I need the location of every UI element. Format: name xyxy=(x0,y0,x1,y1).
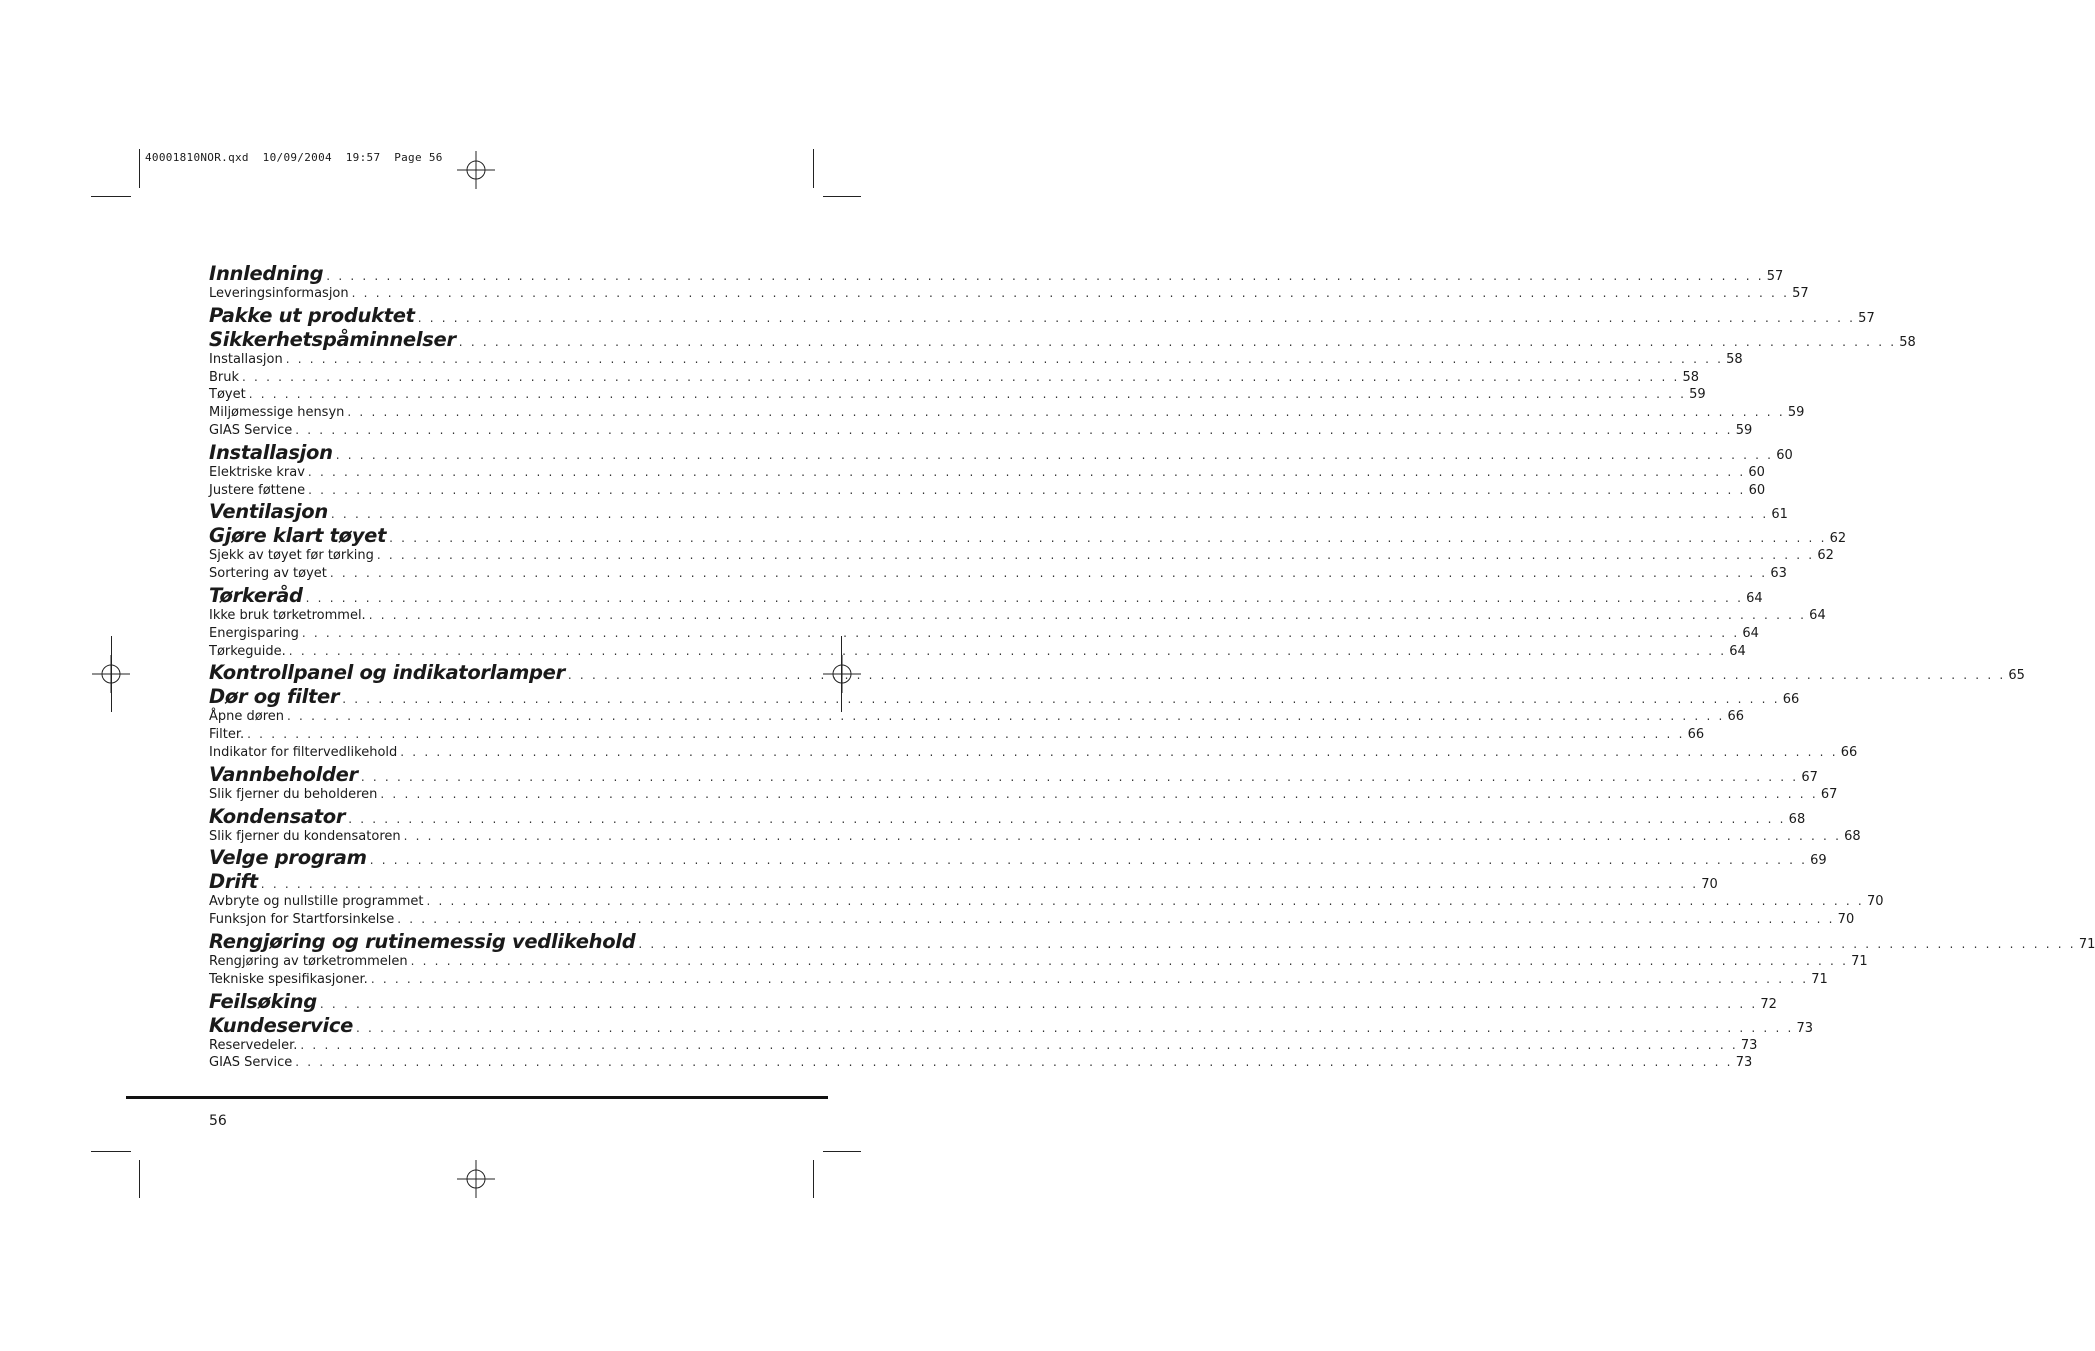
toc-title: Velge program xyxy=(209,846,367,870)
toc-subentry[interactable] xyxy=(209,607,1826,626)
crop-mark xyxy=(813,1160,814,1198)
crop-mark xyxy=(139,1160,140,1198)
toc-title: Filter. xyxy=(209,727,245,743)
toc-title: Drift xyxy=(209,870,258,894)
crop-mark xyxy=(111,636,112,712)
dot-leader: . . . . . . . . . . . . . . . . . . . . . . . . . . . . . . . . . . . . . . . . . . . . . . . . . . . . . . . . . . . . . . . . . . . . . . . . . . . . . . . . . . . . . . . . . . . . . . . . . . . . . . . . . . . . . . . . . . . . . . . . xyxy=(403,828,1842,843)
toc-page-number: 73 xyxy=(1796,1020,1814,1036)
toc-subentry[interactable] xyxy=(209,369,1700,388)
toc-title: Feilsøking xyxy=(209,989,317,1013)
dot-leader: . . . . . . . . . . . . . . . . . . . . . . . . . . . . . . . . . . . . . . . . . . . . . . . . . . . . . . . . . . . . . . . . . . . . . . . . . . . . . . . . . . . . . . . . . . . . . . . . . . . . . . . . . . . . . . . . . . . . . . . . xyxy=(285,351,1724,366)
toc-page-number: 68 xyxy=(1844,828,1861,844)
dot-leader: . . . . . . . . . . . . . . . . . . . . . . . . . . . . . . . . . . . . . . . . . . . . . . . . . . . . . . . . . . . . . . . . . . . . . . . . . . . . . . . . . . . . . . . . . . . . . . . . . . . . . . . . . . . . . . . . . . . . . . . . xyxy=(319,996,1758,1011)
dot-leader: . . . . . . . . . . . . . . . . . . . . . . . . . . . . . . . . . . . . . . . . . . . . . . . . . . . . . . . . . . . . . . . . . . . . . . . . . . . . . . . . . . . . . . . . . . . . . . . . . . . . . . . . . . . . . . . . . . . . . . . . xyxy=(242,369,1680,384)
toc-page-number: 58 xyxy=(1682,369,1700,385)
toc-title: Tekniske spesifikasjoner. xyxy=(209,971,368,987)
toc-subentry[interactable] xyxy=(209,548,1834,566)
table-of-contents xyxy=(209,262,2095,1073)
dot-leader: . . . . . . . . . . . . . . . . . . . . . . . . . . . . . . . . . . . . . . . . . . . . . . . . . . . . . . . . . . . . . . . . . . . . . . . . . . . . . . . . . . . . . . . . . . . . . . . . . . . . . . . . . . . . . . . . . . . . . . . . xyxy=(376,548,1815,563)
toc-title: Tørkeguide. xyxy=(209,643,286,659)
dot-leader: . . . . . . . . . . . . . . . . . . . . . . . . . . . . . . . . . . . . . . . . . . . . . . . . . . . . . . . . . . . . . . . . . . . . . . . . . . . . . . . . . . . . . . . . . . . . . . . . . . . . . . . . . . . . . . . . . . . . . . . . xyxy=(400,744,1838,759)
toc-page-number: 64 xyxy=(1729,643,1746,659)
toc-page-number: 70 xyxy=(1866,894,1884,910)
dot-leader: . . . . . . . . . . . . . . . . . . . . . . . . . . . . . . . . . . . . . . . . . . . . . . . . . . . . . . . . . . . . . . . . . . . . . . . . . . . . . . . . . . . . . . . . . . . . . . . . . . . . . . . . . . . . . . . . . . . . . . . . xyxy=(342,692,1780,707)
toc-page-number: 71 xyxy=(1811,971,1828,987)
dot-leader: . . . . . . . . . . . . . . . . . . . . . . . . . . . . . . . . . . . . . . . . . . . . . . . . . . . . . . . . . . . . . . . . . . . . . . . . . . . . . . . . . . . . . . . . . . . . . . . . . . . . . . . . . . . . . . . . . . . . . . . . xyxy=(410,953,1849,968)
crop-mark xyxy=(813,149,814,188)
toc-page-number: 64 xyxy=(1746,590,1763,606)
toc-page-number: 70 xyxy=(1701,877,1718,893)
dot-leader: . . . . . . . . . . . . . . . . . . . . . . . . . . . . . . . . . . . . . . . . . . . . . . . . . . . . . . . . . . . . . . . . . . . . . . . . . . . . . . . . . . . . . . . . . . . . . . . . . . . . . . . . . . . . . . . . . . . . . . . . xyxy=(369,853,1808,868)
toc-heading[interactable] xyxy=(209,762,1818,787)
toc-heading[interactable] xyxy=(209,303,1875,328)
toc-title: Bruk xyxy=(209,369,240,385)
toc-page-number: 57 xyxy=(1766,269,1784,284)
toc-page-number: 57 xyxy=(1858,310,1875,326)
toc-subentry[interactable] xyxy=(209,894,1884,912)
toc-title: Sjekk av tøyet før tørking xyxy=(209,548,374,564)
toc-title: Energisparing xyxy=(209,625,299,641)
dot-leader: . . . . . . . . . . . . . . . . . . . . . . . . . . . . . . . . . . . . . . . . . . . . . . . . . . . . . . . . . . . . . . . . . . . . . . . . . . . . . . . . . . . . . . . . . . . . . . . . . . . . . . . . . . . . . . . . . . . . . . . . xyxy=(356,1020,1794,1035)
toc-subentry[interactable] xyxy=(209,744,1858,763)
toc-title: Indikator for filtervedlikehold xyxy=(209,744,398,760)
dot-leader: . . . . . . . . . . . . . . . . . . . . . . . . . . . . . . . . . . . . . . . . . . . . . . . . . . . . . . . . . . . . . . . . . . . . . . . . . . . . . . . . . . . . . . . . . . . . . . . . . . . . . . . . . . . . . . . . . . . . . . . . xyxy=(295,422,1733,437)
toc-page-number: 60 xyxy=(1748,464,1765,480)
toc-title: Justere føttene xyxy=(209,482,306,498)
toc-page-number: 57 xyxy=(1792,286,1809,301)
toc-title: Kondensator xyxy=(209,804,346,828)
toc-page-number: 70 xyxy=(1837,912,1855,928)
toc-subentry[interactable] xyxy=(209,387,1706,405)
toc-title: Reservedeler. xyxy=(209,1037,298,1053)
toc-page-number: 71 xyxy=(2078,936,2095,952)
crop-mark xyxy=(823,1151,861,1152)
toc-page-number: 73 xyxy=(1735,1055,1753,1071)
toc-title: Gjøre klart tøyet xyxy=(209,524,387,548)
toc-page-number: 71 xyxy=(1851,953,1868,969)
toc-subentry[interactable] xyxy=(209,625,1759,644)
toc-page-number: 65 xyxy=(2008,668,2025,684)
toc-heading[interactable] xyxy=(209,804,1806,829)
dot-leader: . . . . . . . . . . . . . . . . . . . . . . . . . . . . . . . . . . . . . . . . . . . . . . . . . . . . . . . . . . . . . . . . . . . . . . . . . . . . . . . . . . . . . . . . . . . . . . . . . . . . . . . . . . . . . . . . . . . . . . . . xyxy=(288,643,1727,658)
dot-leader: . . . . . . . . . . . . . . . . . . . . . . . . . . . . . . . . . . . . . . . . . . . . . . . . . . . . . . . . . . . . . . . . . . . . . . . . . . . . . . . . . . . . . . . . . . . . . . . . . . . . . . . . . . . . . . . . . . . . . . . . xyxy=(326,269,1764,283)
toc-title: Sikkerhetspåminnelser xyxy=(209,327,456,351)
dot-leader: . . . . . . . . . . . . . . . . . . . . . . . . . . . . . . . . . . . . . . . . . . . . . . . . . . . . . . . . . . . . . . . . . . . . . . . . . . . . . . . . . . . . . . . . . . . . . . . . . . . . . . . . . . . . . . . . . . . . . . . . xyxy=(397,912,1835,927)
toc-title: Kundeservice xyxy=(209,1013,354,1037)
toc-title: Elektriske krav xyxy=(209,464,305,480)
dot-leader: . . . . . . . . . . . . . . . . . . . . . . . . . . . . . . . . . . . . . . . . . . . . . . . . . . . . . . . . . . . . . . . . . . . . . . . . . . . . . . . . . . . . . . . . . . . . . . . . . . . . . . . . . . . . . . . . . . . . . . . . xyxy=(248,387,1687,402)
dot-leader: . . . . . . . . . . . . . . . . . . . . . . . . . . . . . . . . . . . . . . . . . . . . . . . . . . . . . . . . . . . . . . . . . . . . . . . . . . . . . . . . . . . . . . . . . . . . . . . . . . . . . . . . . . . . . . . . . . . . . . . . xyxy=(295,1055,1733,1070)
dot-leader: . . . . . . . . . . . . . . . . . . . . . . . . . . . . . . . . . . . . . . . . . . . . . . . . . . . . . . . . . . . . . . . . . . . . . . . . . . . . . . . . . . . . . . . . . . . . . . . . . . . . . . . . . . . . . . . . . . . . . . . . xyxy=(329,566,1768,581)
toc-heading[interactable] xyxy=(209,685,1800,709)
toc-page-number: 73 xyxy=(1740,1037,1758,1053)
toc-page-number: 58 xyxy=(1726,351,1743,367)
toc-subentry[interactable] xyxy=(209,1037,1758,1056)
dot-leader: . . . . . . . . . . . . . . . . . . . . . . . . . . . . . . . . . . . . . . . . . . . . . . . . . . . . . . . . . . . . . . . . . . . . . . . . . . . . . . . . . . . . . . . . . . . . . . . . . . . . . . . . . . . . . . . . . . . . . . . . xyxy=(351,286,1790,300)
toc-page-number: 66 xyxy=(1782,692,1800,708)
toc-title: Leveringsinformasjon xyxy=(209,286,349,301)
toc-title: Tøyet xyxy=(209,387,246,403)
dot-leader: . . . . . . . . . . . . . . . . . . . . . . . . . . . . . . . . . . . . . . . . . . . . . . . . . . . . . . . . . . . . . . . . . . . . . . . . . . . . . . . . . . . . . . . . . . . . . . . . . . . . . . . . . . . . . . . . . . . . . . . . xyxy=(389,531,1827,546)
toc-title: Installasjon xyxy=(209,440,333,464)
dot-leader: . . . . . . . . . . . . . . . . . . . . . . . . . . . . . . . . . . . . . . . . . . . . . . . . . . . . . . . . . . . . . . . . . . . . . . . . . . . . . . . . . . . . . . . . . . . . . . . . . . . . . . . . . . . . . . . . . . . . . . . . xyxy=(300,1037,1738,1052)
toc-title: Slik fjerner du kondensatoren xyxy=(209,828,401,844)
toc-title: Miljømessige hensyn xyxy=(209,405,345,421)
toc-page-number: 63 xyxy=(1770,566,1787,582)
registration-mark xyxy=(457,1160,495,1198)
toc-page-number: 67 xyxy=(1820,786,1838,802)
toc-page-number: 59 xyxy=(1735,422,1753,438)
toc-subentry[interactable] xyxy=(209,422,1753,441)
dot-leader: . . . . . . . . . . . . . . . . . . . . . . . . . . . . . . . . . . . . . . . . . . . . . . . . . . . . . . . . . . . . . . . . . . . . . . . . . . . . . . . . . . . . . . . . . . . . . . . . . . . . . . . . . . . . . . . . . . . . . . . . xyxy=(567,668,2006,683)
toc-page-number: 58 xyxy=(1899,334,1916,350)
dot-leader: . . . . . . . . . . . . . . . . . . . . . . . . . . . . . . . . . . . . . . . . . . . . . . . . . . . . . . . . . . . . . . . . . . . . . . . . . . . . . . . . . . . . . . . . . . . . . . . . . . . . . . . . . . . . . . . . . . . . . . . . xyxy=(335,447,1774,462)
toc-subentry[interactable] xyxy=(209,286,1809,304)
toc-heading[interactable] xyxy=(209,500,1788,524)
toc-page-number: 67 xyxy=(1801,769,1818,785)
toc-subentry[interactable] xyxy=(209,786,1838,805)
toc-heading[interactable] xyxy=(209,661,2025,685)
toc-subentry[interactable] xyxy=(209,482,1766,501)
dot-leader: . . . . . . . . . . . . . . . . . . . . . . . . . . . . . . . . . . . . . . . . . . . . . . . . . . . . . . . . . . . . . . . . . . . . . . . . . . . . . . . . . . . . . . . . . . . . . . . . . . . . . . . . . . . . . . . . . . . . . . . . xyxy=(368,607,1807,622)
toc-page-number: 59 xyxy=(1787,405,1805,421)
dot-leader: . . . . . . . . . . . . . . . . . . . . . . . . . . . . . . . . . . . . . . . . . . . . . . . . . . . . . . . . . . . . . . . . . . . . . . . . . . . . . . . . . . . . . . . . . . . . . . . . . . . . . . . . . . . . . . . . . . . . . . . . xyxy=(260,877,1699,892)
toc-subentry[interactable] xyxy=(209,405,1805,423)
toc-heading[interactable] xyxy=(209,327,1916,352)
toc-page-number: 61 xyxy=(1771,507,1788,523)
toc-subentry[interactable] xyxy=(209,727,1705,745)
toc-page-number: 66 xyxy=(1687,727,1705,743)
toc-heading[interactable] xyxy=(209,262,1784,286)
toc-subentry[interactable] xyxy=(209,953,1868,972)
footer-rule xyxy=(126,1096,828,1099)
toc-page-number: 66 xyxy=(1840,744,1858,760)
toc-heading[interactable] xyxy=(209,989,1777,1014)
toc-subentry[interactable] xyxy=(209,971,1828,990)
dot-leader: . . . . . . . . . . . . . . . . . . . . . . . . . . . . . . . . . . . . . . . . . . . . . . . . . . . . . . . . . . . . . . . . . . . . . . . . . . . . . . . . . . . . . . . . . . . . . . . . . . . . . . . . . . . . . . . . . . . . . . . . xyxy=(458,334,1897,349)
dot-leader: . . . . . . . . . . . . . . . . . . . . . . . . . . . . . . . . . . . . . . . . . . . . . . . . . . . . . . . . . . . . . . . . . . . . . . . . . . . . . . . . . . . . . . . . . . . . . . . . . . . . . . . . . . . . . . . . . . . . . . . . xyxy=(417,310,1856,325)
toc-heading[interactable] xyxy=(209,583,1763,608)
toc-page-number: 62 xyxy=(1817,548,1834,564)
dot-leader: . . . . . . . . . . . . . . . . . . . . . . . . . . . . . . . . . . . . . . . . . . . . . . . . . . . . . . . . . . . . . . . . . . . . . . . . . . . . . . . . . . . . . . . . . . . . . . . . . . . . . . . . . . . . . . . . . . . . . . . . xyxy=(426,894,1864,909)
file-slug: 40001810NOR.qxd 10/09/2004 19:57 Page 56 xyxy=(145,151,443,164)
toc-heading[interactable] xyxy=(209,846,1827,870)
toc-title: Pakke ut produktet xyxy=(209,303,415,327)
toc-title: Ventilasjon xyxy=(209,500,328,524)
toc-title: Installasjon xyxy=(209,351,283,367)
toc-title: Kontrollpanel og indikatorlamper xyxy=(209,661,565,685)
dot-leader: . . . . . . . . . . . . . . . . . . . . . . . . . . . . . . . . . . . . . . . . . . . . . . . . . . . . . . . . . . . . . . . . . . . . . . . . . . . . . . . . . . . . . . . . . . . . . . . . . . . . . . . . . . . . . . . . . . . . . . . . xyxy=(347,405,1785,420)
toc-title: GIAS Service xyxy=(209,1055,293,1071)
registration-mark xyxy=(457,151,495,189)
toc-title: Rengjøring av tørketrommelen xyxy=(209,953,408,969)
toc-page-number: 66 xyxy=(1727,709,1745,725)
dot-leader: . . . . . . . . . . . . . . . . . . . . . . . . . . . . . . . . . . . . . . . . . . . . . . . . . . . . . . . . . . . . . . . . . . . . . . . . . . . . . . . . . . . . . . . . . . . . . . . . . . . . . . . . . . . . . . . . . . . . . . . . xyxy=(301,625,1740,640)
dot-leader: . . . . . . . . . . . . . . . . . . . . . . . . . . . . . . . . . . . . . . . . . . . . . . . . . . . . . . . . . . . . . . . . . . . . . . . . . . . . . . . . . . . . . . . . . . . . . . . . . . . . . . . . . . . . . . . . . . . . . . . . xyxy=(370,971,1809,986)
toc-heading[interactable] xyxy=(209,1013,1814,1038)
toc-title: Slik fjerner du beholderen xyxy=(209,786,378,802)
dot-leader: . . . . . . . . . . . . . . . . . . . . . . . . . . . . . . . . . . . . . . . . . . . . . . . . . . . . . . . . . . . . . . . . . . . . . . . . . . . . . . . . . . . . . . . . . . . . . . . . . . . . . . . . . . . . . . . . . . . . . . . . xyxy=(348,811,1786,826)
dot-leader: . . . . . . . . . . . . . . . . . . . . . . . . . . . . . . . . . . . . . . . . . . . . . . . . . . . . . . . . . . . . . . . . . . . . . . . . . . . . . . . . . . . . . . . . . . . . . . . . . . . . . . . . . . . . . . . . . . . . . . . . xyxy=(287,709,1725,724)
toc-title: Åpne døren xyxy=(209,709,285,725)
toc-title: Vannbeholder xyxy=(209,762,358,786)
toc-page-number: 68 xyxy=(1788,811,1806,827)
toc-heading[interactable] xyxy=(209,440,1793,465)
toc-subentry[interactable] xyxy=(209,1055,1753,1073)
dot-leader: . . . . . . . . . . . . . . . . . . . . . . . . . . . . . . . . . . . . . . . . . . . . . . . . . . . . . . . . . . . . . . . . . . . . . . . . . . . . . . . . . . . . . . . . . . . . . . . . . . . . . . . . . . . . . . . . . . . . . . . . xyxy=(247,727,1685,742)
toc-page-number: 60 xyxy=(1748,482,1766,498)
toc-title: Innledning xyxy=(209,262,324,285)
crop-mark xyxy=(823,196,861,197)
toc-title: Rengjøring og rutinemessig vedlikehold xyxy=(209,929,636,953)
toc-subentry[interactable] xyxy=(209,464,1765,483)
toc-subentry[interactable] xyxy=(209,643,1746,662)
dot-leader: . . . . . . . . . . . . . . . . . . . . . . . . . . . . . . . . . . . . . . . . . . . . . . . . . . . . . . . . . . . . . . . . . . . . . . . . . . . . . . . . . . . . . . . . . . . . . . . . . . . . . . . . . . . . . . . . . . . . . . . . xyxy=(330,507,1769,522)
crop-mark xyxy=(91,196,131,197)
toc-subentry[interactable] xyxy=(209,566,1787,584)
toc-page-number: 64 xyxy=(1742,625,1759,641)
toc-subentry[interactable] xyxy=(209,351,1743,370)
page-number: 56 xyxy=(209,1113,227,1129)
toc-page-number: 64 xyxy=(1809,607,1826,623)
toc-title: Tørkeråd xyxy=(209,583,303,607)
toc-title: Dør og filter xyxy=(209,685,340,709)
dot-leader: . . . . . . . . . . . . . . . . . . . . . . . . . . . . . . . . . . . . . . . . . . . . . . . . . . . . . . . . . . . . . . . . . . . . . . . . . . . . . . . . . . . . . . . . . . . . . . . . . . . . . . . . . . . . . . . . . . . . . . . . xyxy=(380,786,1818,801)
toc-heading[interactable] xyxy=(209,524,1847,548)
toc-page-number: 72 xyxy=(1760,996,1777,1012)
crop-mark xyxy=(139,149,140,188)
toc-page-number: 62 xyxy=(1829,531,1847,547)
toc-heading[interactable] xyxy=(209,870,1718,894)
toc-page-number: 69 xyxy=(1810,853,1827,869)
toc-title: Funksjon for Startforsinkelse xyxy=(209,912,395,928)
dot-leader: . . . . . . . . . . . . . . . . . . . . . . . . . . . . . . . . . . . . . . . . . . . . . . . . . . . . . . . . . . . . . . . . . . . . . . . . . . . . . . . . . . . . . . . . . . . . . . . . . . . . . . . . . . . . . . . . . . . . . . . . xyxy=(307,464,1746,479)
toc-title: Sortering av tøyet xyxy=(209,566,327,582)
dot-leader: . . . . . . . . . . . . . . . . . . . . . . . . . . . . . . . . . . . . . . . . . . . . . . . . . . . . . . . . . . . . . . . . . . . . . . . . . . . . . . . . . . . . . . . . . . . . . . . . . . . . . . . . . . . . . . . . . . . . . . . . xyxy=(638,936,2076,951)
toc-heading[interactable] xyxy=(209,929,2095,954)
toc-subentry[interactable] xyxy=(209,912,1855,930)
toc-page-number: 60 xyxy=(1776,447,1793,463)
toc-subentry[interactable] xyxy=(209,709,1745,727)
toc-title: GIAS Service xyxy=(209,422,293,438)
toc-subentry[interactable] xyxy=(209,828,1861,847)
dot-leader: . . . . . . . . . . . . . . . . . . . . . . . . . . . . . . . . . . . . . . . . . . . . . . . . . . . . . . . . . . . . . . . . . . . . . . . . . . . . . . . . . . . . . . . . . . . . . . . . . . . . . . . . . . . . . . . . . . . . . . . . xyxy=(305,590,1744,605)
crop-mark xyxy=(91,1151,131,1152)
dot-leader: . . . . . . . . . . . . . . . . . . . . . . . . . . . . . . . . . . . . . . . . . . . . . . . . . . . . . . . . . . . . . . . . . . . . . . . . . . . . . . . . . . . . . . . . . . . . . . . . . . . . . . . . . . . . . . . . . . . . . . . . xyxy=(308,482,1746,497)
toc-title: Ikke bruk tørketrommel. xyxy=(209,607,366,623)
toc-title: Avbryte og nullstille programmet xyxy=(209,894,424,910)
dot-leader: . . . . . . . . . . . . . . . . . . . . . . . . . . . . . . . . . . . . . . . . . . . . . . . . . . . . . . . . . . . . . . . . . . . . . . . . . . . . . . . . . . . . . . . . . . . . . . . . . . . . . . . . . . . . . . . . . . . . . . . . xyxy=(360,769,1799,784)
toc-page-number: 59 xyxy=(1689,387,1706,403)
